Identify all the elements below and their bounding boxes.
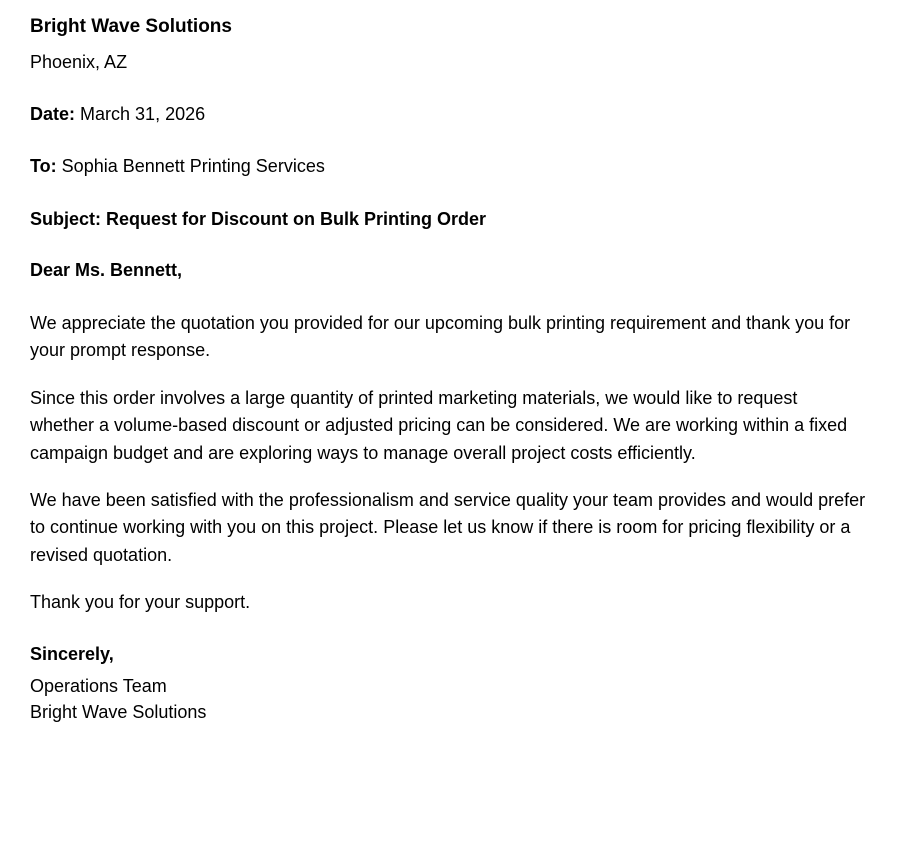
body-paragraph: We have been satisfied with the professionalism and service quality your team provides and would prefer to continue working with you on this project. Please let us know if there is room for pricing flexibility or a revised quotation. bbox=[30, 489, 866, 565]
recipient-label: To: bbox=[30, 156, 57, 177]
subject-line: Subject: Request for Discount on Bulk Printing Order bbox=[30, 208, 487, 229]
date-value: March 31, 2026 bbox=[80, 103, 206, 124]
signature-company: Bright Wave Solutions bbox=[30, 702, 207, 723]
sender-company-name: Bright Wave Solutions bbox=[30, 16, 232, 37]
salutation: Dear Ms. Bennett, bbox=[30, 259, 183, 280]
closing-line: Sincerely, bbox=[30, 644, 114, 665]
body-paragraph: Thank you for your support. bbox=[30, 592, 251, 612]
recipient-value: Sophia Bennett Printing Services bbox=[61, 156, 325, 177]
recipient-line bbox=[30, 154, 866, 178]
sender-location: Phoenix, AZ bbox=[30, 51, 128, 72]
body-paragraph: We appreciate the quotation you provided for our upcoming bulk printing requirement and thank you for your prompt response. bbox=[30, 313, 851, 361]
date-line bbox=[30, 102, 866, 126]
date-label: Date: bbox=[30, 103, 76, 124]
body-paragraph: Since this order involves a large quantity of printed marketing materials, we would like to request whether a volume-based discount or adjusted pricing can be considered. We are working within a fixed campaign budget and are exploring ways to manage overall project costs efficiently. bbox=[30, 387, 848, 463]
signature-name: Operations Team bbox=[30, 675, 167, 696]
